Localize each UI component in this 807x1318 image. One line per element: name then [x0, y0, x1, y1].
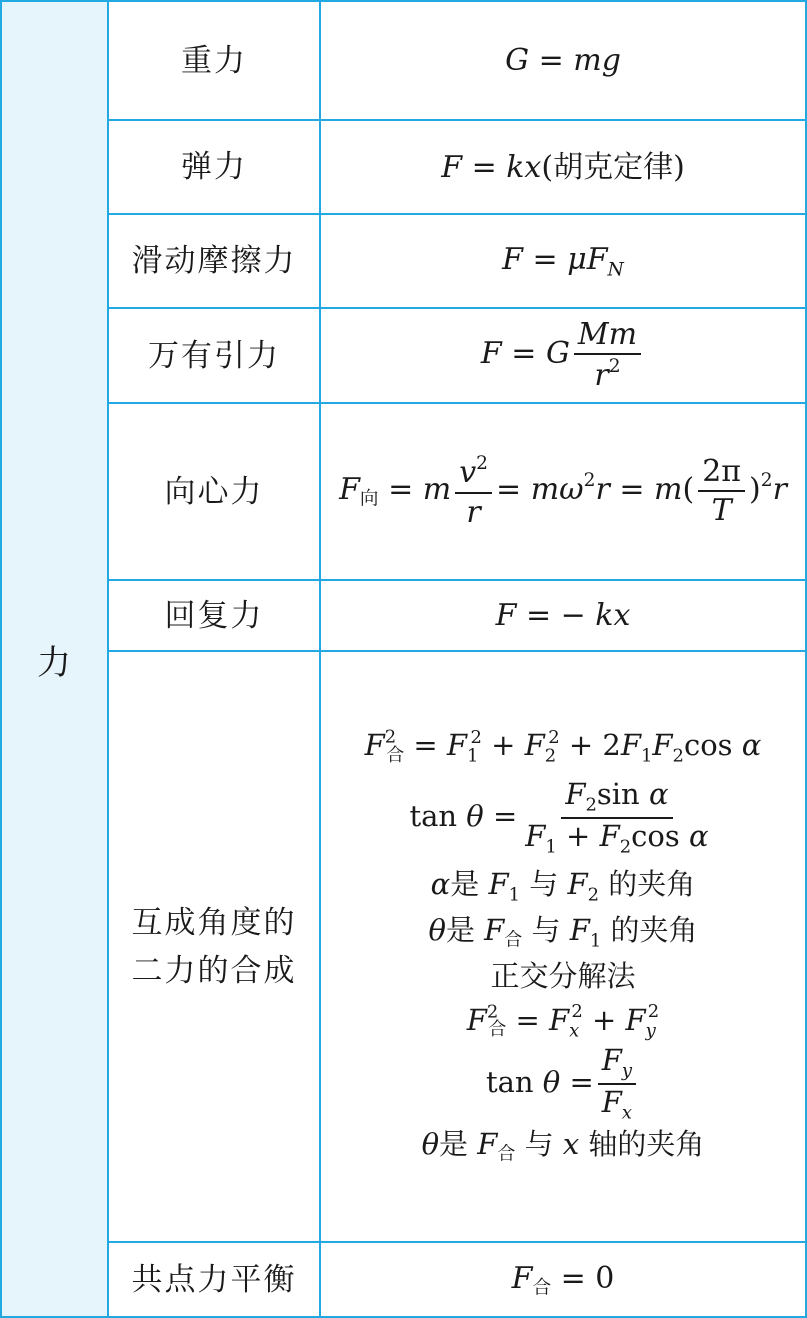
formula-restoring: F = − kx	[495, 598, 631, 633]
formula-composition: $F^2$合 = $F_1^2 + F_2^2 + 2F_1F_2\cos$ α tan θ = $\frac{F_2\sin \alpha}{F_1 + F_2\cos \alpha}$ α是 $F_1$ 与 $F_2$ 的夹角 θ是 F合 与 $F_1$ 的夹角 正交分解法 $F^2$合 = $F_x^2 + F_y^2$ tan θ = $\frac{F_y}{F_x}$ θ是 F合 与 x 轴的夹角	[364, 726, 762, 1165]
formula-elastic: F = kx(胡克定律)	[441, 149, 685, 185]
category-cell	[0, 0, 109, 1318]
row-name: 共点力平衡	[109, 1243, 321, 1316]
row-gravity	[109, 0, 807, 121]
row-name: 回复力	[109, 581, 321, 650]
formula-equilibrium: F合 = 0	[511, 1261, 615, 1299]
row-friction	[109, 215, 807, 309]
row-composition	[109, 652, 807, 1243]
row-equilibrium	[109, 1243, 807, 1318]
formula-gravity: G = mg	[505, 43, 621, 78]
method-label: 正交分解法	[490, 959, 636, 994]
formula-centripetal: F向 = m $\frac{v^2}{r}$ = $m\omega^2r = m$( $\frac{2\pi}{T}$ )$^2$r	[339, 453, 787, 530]
formula-universal-gravitation: F = G $\frac{Mm}{r^2}$	[321, 309, 805, 402]
name-line-2: 二力的合成	[131, 952, 297, 989]
category-label: 力	[37, 642, 72, 683]
row-elastic	[109, 121, 807, 215]
row-name: 重力	[109, 2, 321, 119]
row-restoring	[109, 581, 807, 652]
formula-friction: $F = \mu F_N$	[502, 242, 624, 281]
sub-xiang: 向	[359, 489, 379, 511]
hooke-note: (胡克定律)	[541, 149, 685, 185]
row-universal-gravitation	[109, 309, 807, 404]
row-name: 万有引力	[109, 309, 321, 402]
row-name: 弹力	[109, 121, 321, 213]
name-line-1: 互成角度的	[131, 904, 297, 941]
row-name: 向心力	[109, 404, 321, 579]
row-centripetal	[109, 404, 807, 581]
row-name: 滑动摩擦力	[109, 215, 321, 307]
row-name	[109, 652, 321, 1241]
